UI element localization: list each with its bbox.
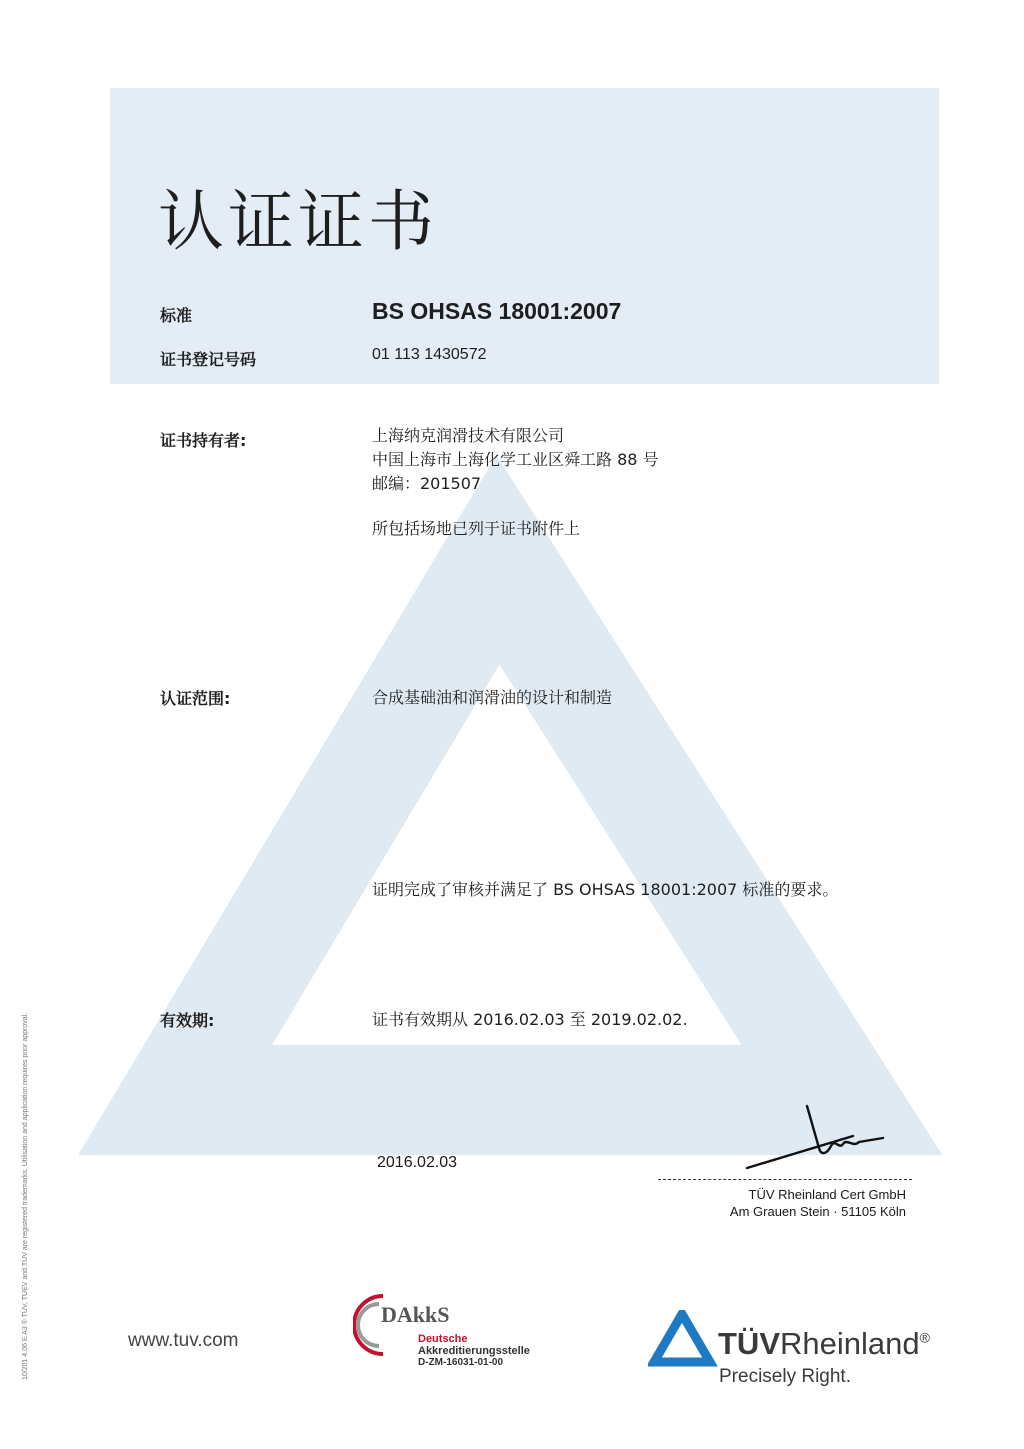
tuv-brand-bold: TÜV — [718, 1326, 780, 1361]
holder-name: 上海纳克润滑技术有限公司 — [372, 426, 565, 445]
issuer-block — [730, 1186, 906, 1220]
standard-label: 标准 — [160, 306, 193, 325]
scope-label: 认证范围: — [160, 689, 231, 708]
tuv-tagline: Precisely Right. — [719, 1366, 851, 1387]
holder-label: 证书持有者: — [160, 431, 247, 450]
validity-value: 证书有效期从 2016.02.03 至 2019.02.02. — [372, 1010, 688, 1029]
dakks-line1: Deutsche — [418, 1333, 468, 1345]
holder-address: 中国上海市上海化学工业区舜工路 88 号 — [372, 450, 659, 469]
issuer-address: Am Grauen Stein · 51105 Köln — [729, 1204, 906, 1219]
tuv-registered-mark: ® — [919, 1329, 930, 1346]
dakks-accreditation-number: D-ZM-16031-01-00 — [418, 1357, 504, 1368]
issuer-name: TÜV Rheinland Cert GmbH — [748, 1187, 906, 1202]
trademark-note: 10/201 4.06 E A3 ® TÜV, TUEV and TUV are registered trademarks. Utilisation and application requires prior approval. — [22, 1012, 29, 1380]
website-link[interactable]: www.tuv.com — [128, 1330, 239, 1351]
holder-postcode: 邮编：201507 — [372, 474, 482, 493]
dakks-name: DAkkS — [381, 1302, 450, 1327]
conformity-statement: 证明完成了审核并满足了 BS OHSAS 18001:2007 标准的要求。 — [372, 880, 839, 899]
standard-value: BS OHSAS 18001:2007 — [372, 298, 622, 324]
holder-block — [372, 424, 659, 496]
signature — [735, 1098, 895, 1178]
registration-label: 证书登记号码 — [160, 350, 257, 369]
scope-value: 合成基础油和润滑油的设计和制造 — [372, 688, 613, 707]
signature-line — [658, 1179, 912, 1180]
dakks-line2: Akkreditierungsstelle — [418, 1345, 530, 1357]
issue-date: 2016.02.03 — [377, 1154, 458, 1171]
certificate-title: 认证证书 — [158, 183, 438, 260]
tuv-brand — [718, 1326, 930, 1362]
dakks-logo — [353, 1290, 573, 1375]
holder-sites: 所包括场地已列于证书附件上 — [372, 519, 581, 538]
tuv-brand-rest: Rheinland — [780, 1326, 920, 1361]
registration-number: 01 113 1430572 — [372, 346, 487, 363]
validity-label: 有效期: — [160, 1011, 215, 1030]
